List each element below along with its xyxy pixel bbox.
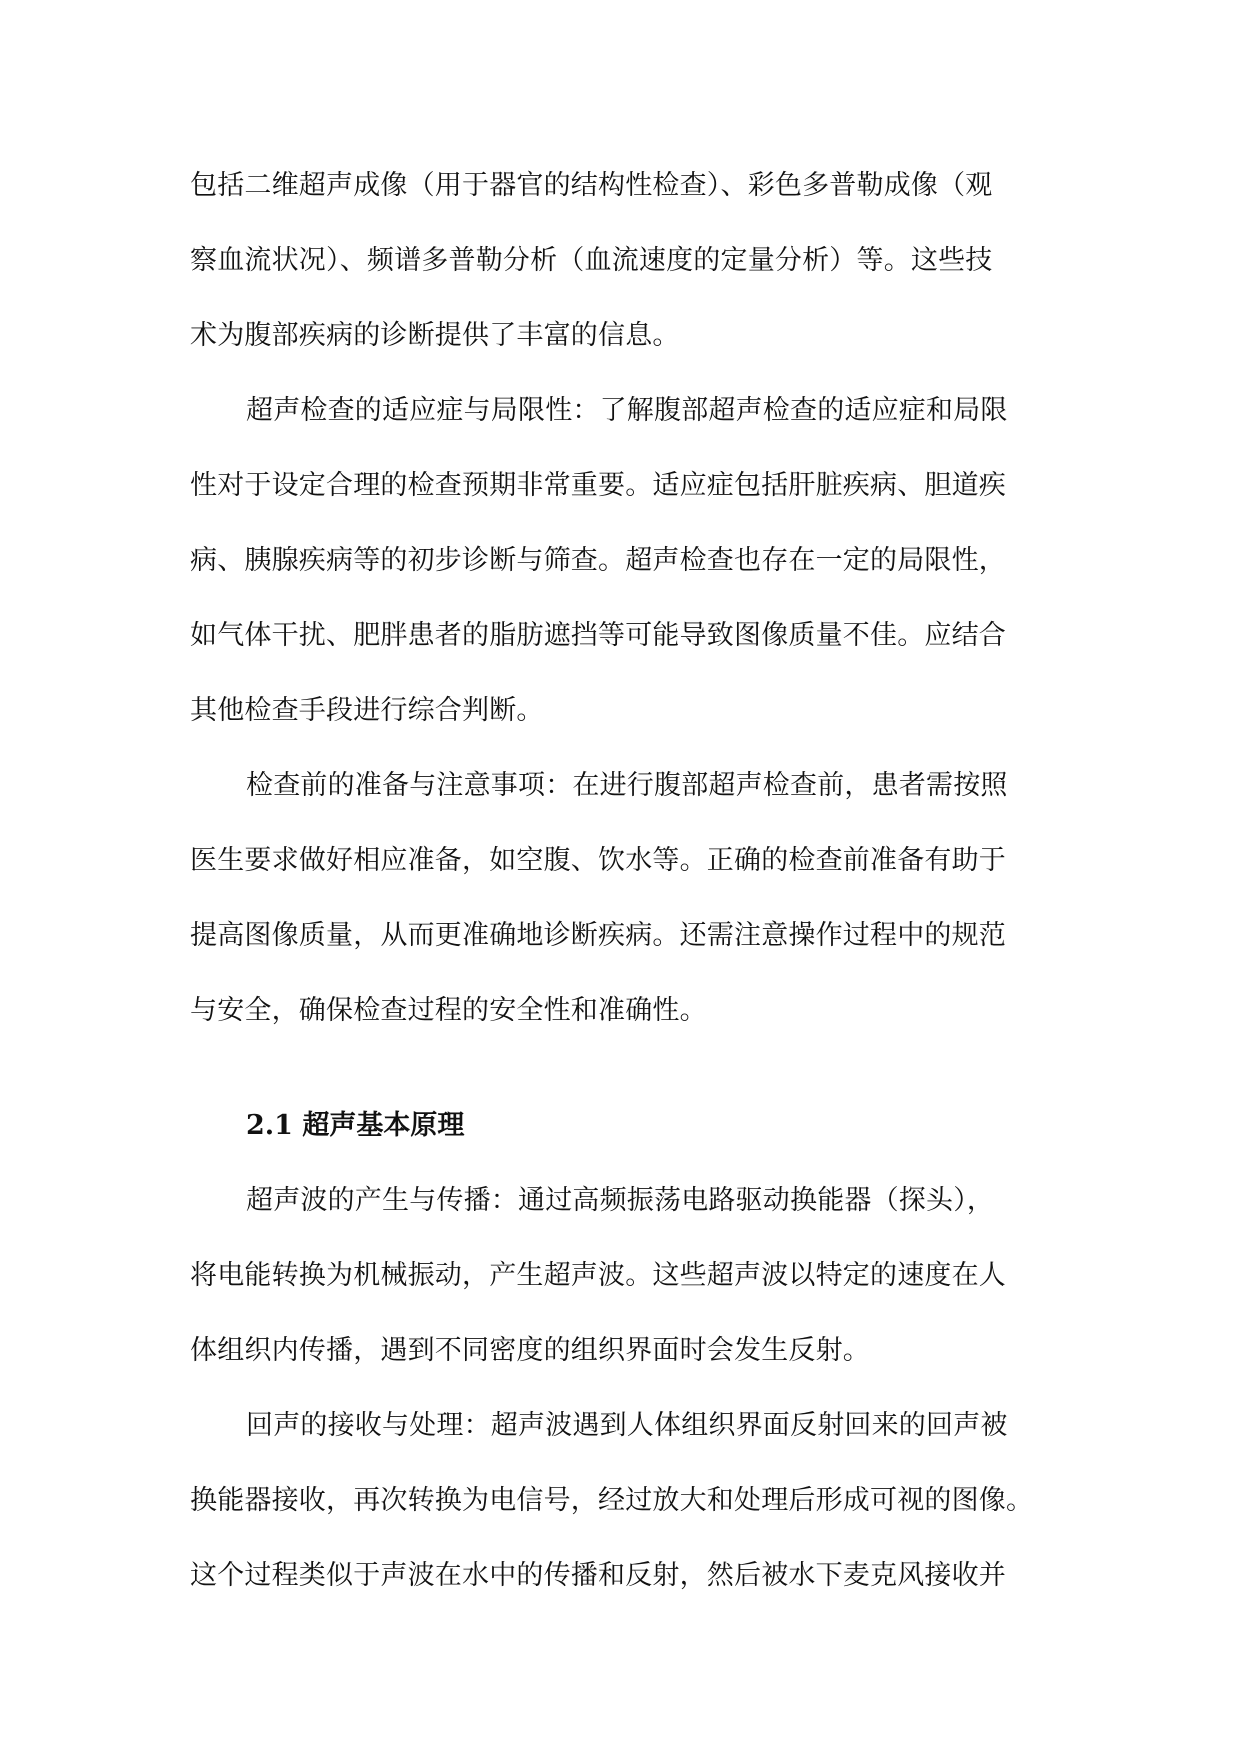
intro-paragraph-1 — [190, 148, 1060, 373]
intro-paragraph-3 — [190, 748, 1060, 1048]
text-line: 换能器接收，再次转换为电信号，经过放大和处理后形成可视的图像。 — [190, 1485, 1034, 1516]
text-line: 包括二维超声成像（用于器官的结构性检查）、彩色多普勒成像（观 — [190, 170, 993, 201]
section-paragraph-1 — [190, 1163, 1060, 1388]
section-heading: 2.1 超声基本原理 — [246, 1110, 465, 1141]
intro-paragraph-2 — [190, 373, 1060, 748]
text-line: 回声的接收与处理：超声波遇到人体组织界面反射回来的回声被 — [246, 1410, 1008, 1441]
text-line: 检查前的准备与注意事项：在进行腹部超声检查前，患者需按照 — [246, 770, 1008, 801]
text-line: 如气体干扰、肥胖患者的脂肪遮挡等可能导致图像质量不佳。应结合 — [190, 620, 1006, 651]
text-line: 与安全，确保检查过程的安全性和准确性。 — [190, 995, 707, 1026]
text-line: 提高图像质量，从而更准确地诊断疾病。还需注意操作过程中的规范 — [190, 920, 1006, 951]
text-line: 将电能转换为机械振动，产生超声波。这些超声波以特定的速度在人 — [190, 1260, 1006, 1291]
text-line: 超声波的产生与传播：通过高频振荡电路驱动换能器（探头）， — [246, 1185, 995, 1216]
section-paragraph-2 — [190, 1388, 1060, 1613]
text-line: 术为腹部疾病的诊断提供了丰富的信息。 — [190, 320, 680, 351]
text-line: 病、胰腺疾病等的初步诊断与筛查。超声检查也存在一定的局限性， — [190, 545, 1006, 576]
text-line: 超声检查的适应症与局限性：了解腹部超声检查的适应症和局限 — [246, 395, 1008, 426]
text-line: 其他检查手段进行综合判断。 — [190, 695, 544, 726]
text-line: 这个过程类似于声波在水中的传播和反射，然后被水下麦克风接收并 — [190, 1560, 1006, 1591]
document-page — [190, 148, 1060, 1613]
text-line: 医生要求做好相应准备，如空腹、饮水等。正确的检查前准备有助于 — [190, 845, 1006, 876]
text-line: 察血流状况）、频谱多普勒分析（血流速度的定量分析）等。这些技 — [190, 245, 993, 276]
text-line: 体组织内传播，遇到不同密度的组织界面时会发生反射。 — [190, 1335, 870, 1366]
text-line: 性对于设定合理的检查预期非常重要。适应症包括肝脏疾病、胆道疾 — [190, 470, 1006, 501]
